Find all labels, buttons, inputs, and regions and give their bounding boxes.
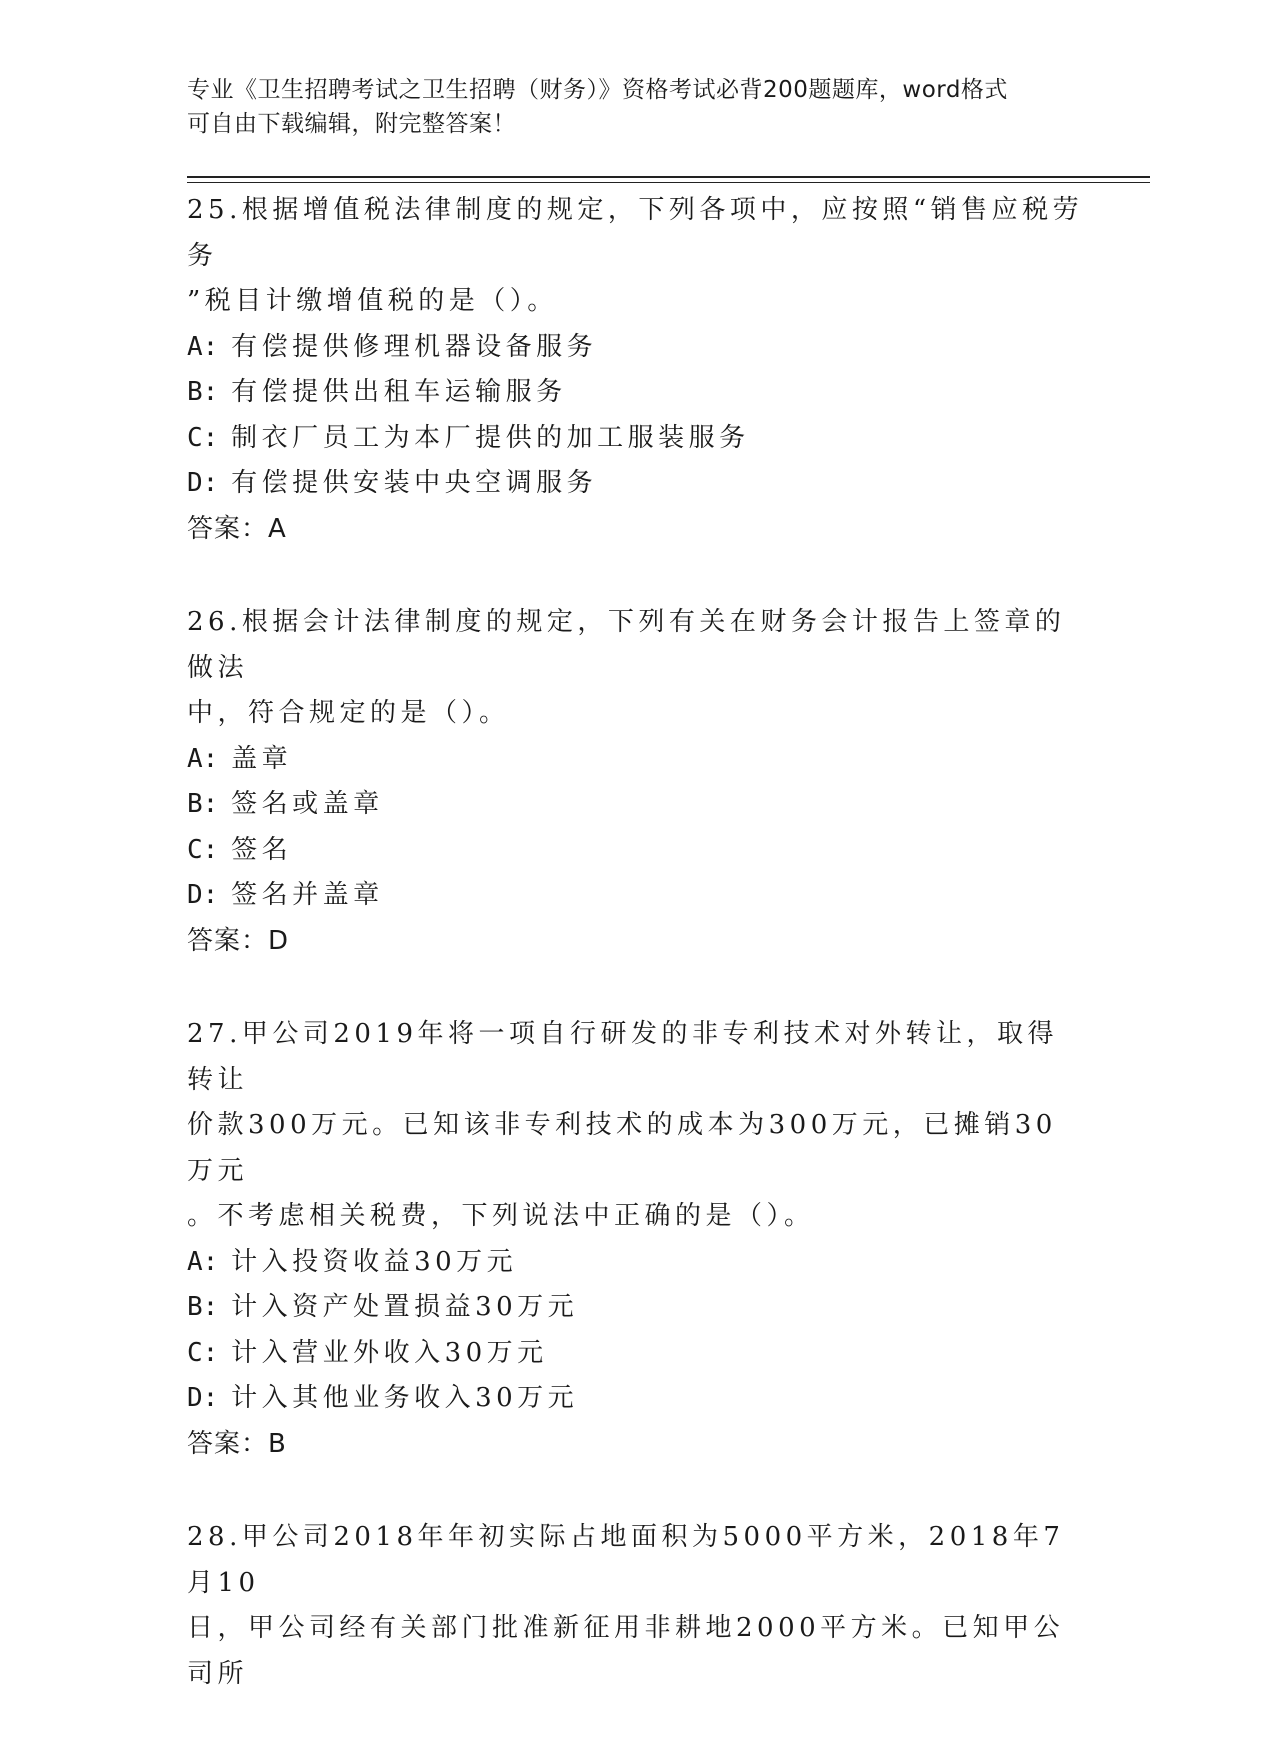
option-label: C:	[187, 834, 219, 865]
answer: 答案：B	[187, 1428, 287, 1459]
option-label: B:	[187, 377, 219, 407]
option-text: 签名并盖章	[231, 880, 384, 910]
option-text: 签名或盖章	[231, 789, 384, 819]
option-label: D:	[187, 1383, 219, 1413]
question-text-line: 28.甲公司2018年年初实际占地面积为5000平方米，2018年7月10	[187, 1522, 1065, 1598]
question-26	[187, 600, 1087, 964]
option-b	[187, 782, 1087, 828]
option-text: 计入其他业务收入30万元	[231, 1383, 579, 1413]
option-text: 计入投资收益30万元	[231, 1246, 518, 1277]
document-header	[187, 73, 1067, 141]
question-text-line: 27.甲公司2019年将一项自行研发的非专利技术对外转让，取得转让	[187, 1019, 1059, 1095]
option-label: C:	[187, 1337, 219, 1368]
option-a	[187, 1240, 1087, 1286]
option-d	[187, 1376, 1087, 1422]
option-label: A:	[187, 331, 219, 362]
option-text: 盖章	[231, 743, 293, 774]
option-label: D:	[187, 468, 219, 498]
option-text: 签名	[231, 834, 293, 865]
option-text: 有偿提供修理机器设备服务	[231, 331, 598, 362]
option-label: A:	[187, 1246, 219, 1277]
option-label: C:	[187, 422, 219, 453]
option-c	[187, 416, 1087, 462]
option-c	[187, 828, 1087, 874]
option-d	[187, 461, 1087, 507]
question-text-line: 价款300万元。已知该非专利技术的成本为300万元，已摊销30万元	[187, 1110, 1057, 1186]
option-b	[187, 370, 1087, 416]
option-text: 计入营业外收入30万元	[231, 1337, 548, 1368]
question-text-line: 日，甲公司经有关部门批准新征用非耕地2000平方米。已知甲公司所	[187, 1613, 1065, 1689]
option-label: D:	[187, 880, 219, 910]
header-divider-thin	[187, 182, 1150, 183]
option-b	[187, 1285, 1087, 1331]
option-text: 计入资产处置损益30万元	[231, 1292, 579, 1322]
answer: 答案：D	[187, 925, 290, 956]
option-text: 制衣厂员工为本厂提供的加工服装服务	[231, 422, 750, 453]
question-text-line: 26.根据会计法律制度的规定，下列有关在财务会计报告上签章的做法	[187, 607, 1066, 683]
header-divider-thick	[187, 176, 1150, 178]
option-label: B:	[187, 1292, 219, 1322]
option-a	[187, 325, 1087, 371]
option-c	[187, 1331, 1087, 1377]
question-list	[187, 188, 1087, 1745]
option-a	[187, 737, 1087, 783]
answer: 答案：A	[187, 513, 287, 544]
question-text-line: ”税目计缴增值税的是（）。	[187, 286, 558, 316]
question-text-line: 。不考虑相关税费，下列说法中正确的是（）。	[187, 1201, 815, 1231]
question-25	[187, 188, 1087, 552]
question-28	[187, 1515, 1087, 1697]
option-text: 有偿提供出租车运输服务	[231, 377, 567, 407]
header-line-2: 可自由下载编辑，附完整答案！	[187, 111, 516, 137]
header-line-1: 专业《卫生招聘考试之卫生招聘（财务）》资格考试必背200题题库，word格式	[187, 77, 1008, 103]
question-text-line: 中，符合规定的是（）。	[187, 698, 510, 728]
option-label: A:	[187, 743, 219, 774]
question-27	[187, 1012, 1087, 1467]
option-d	[187, 873, 1087, 919]
option-text: 有偿提供安装中央空调服务	[231, 468, 598, 498]
option-label: B:	[187, 789, 219, 819]
question-text-line: 25.根据增值税法律制度的规定，下列各项中，应按照“销售应税劳务	[187, 195, 1084, 271]
